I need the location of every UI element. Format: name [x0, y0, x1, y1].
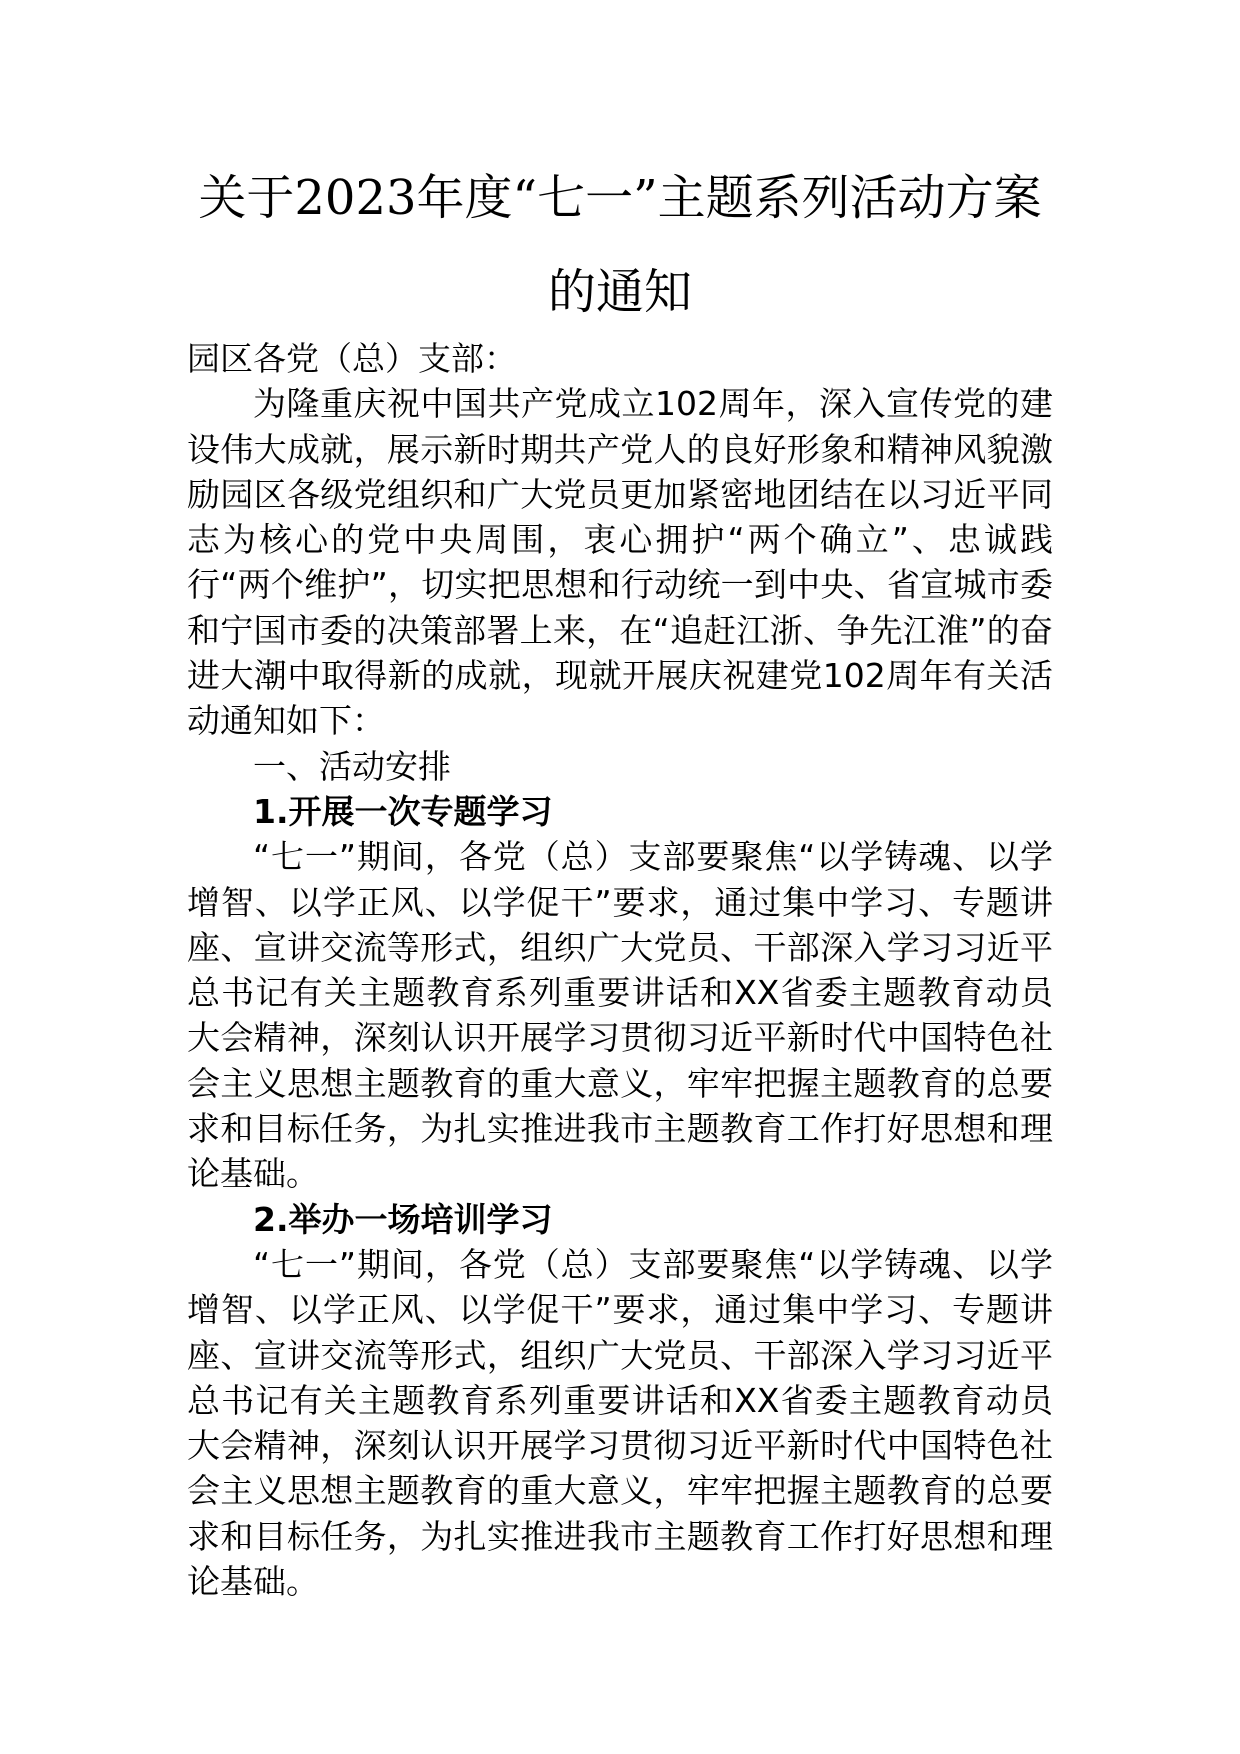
document-title-line1: 关于2023年度“七一”主题系列活动方案 — [198, 170, 1042, 226]
salutation: 园区各党（总）支部： — [187, 339, 517, 378]
document-body — [187, 336, 1053, 1604]
item-heading-2: 2.举办一场培训学习 — [253, 1199, 553, 1239]
section-heading-activities: 一、活动安排 — [253, 746, 451, 786]
item-body-1: “七一”期间，各党（总）支部要聚焦“以学铸魂、以学增智、以学正风、以学促干”要求，通过集中学习、专题讲座、宣讲交流等形式，组织广大党员、干部深入学习习近平总书记有关主题教育系列重要讲话和XX省委主题教育动员大会精神，深刻认识开展学习贯彻习近平新时代中国特色社会主义思想主题教育的重大意义，牢牢把握主题教育的总要求和目标任务，为扎实推进我市主题教育工作打好思想和理论基础。 — [187, 837, 1053, 1194]
document-title-line2: 的通知 — [547, 264, 692, 320]
item-heading-1: 1.开展一次专题学习 — [253, 791, 553, 831]
item-body-2: “七一”期间，各党（总）支部要聚焦“以学铸魂、以学增智、以学正风、以学促干”要求，通过集中学习、专题讲座、宣讲交流等形式，组织广大党员、干部深入学习习近平总书记有关主题教育系列重要讲话和XX省委主题教育动员大会精神，深刻认识开展学习贯彻习近平新时代中国特色社会主义思想主题教育的重大意义，牢牢把握主题教育的总要求和目标任务，为扎实推进我市主题教育工作打好思想和理论基础。 — [187, 1244, 1053, 1602]
intro-paragraph: 为隆重庆祝中国共产党成立102周年，深入宣传党的建设伟大成就，展示新时期共产党人的良好形象和精神风貌激励园区各级党组织和广大党员更加紧密地团结在以习近平同志为核心的党中央周围，衷心拥护“两个确立”、忠诚践行“两个维护”，切实把思想和行动统一到中央、省宣城市委和宁国市委的决策部署上来，在“追赶江浙、争先江淮”的奋进大潮中取得新的成就，现就开展庆祝建党102周年有关活动通知如下： — [187, 384, 1053, 741]
